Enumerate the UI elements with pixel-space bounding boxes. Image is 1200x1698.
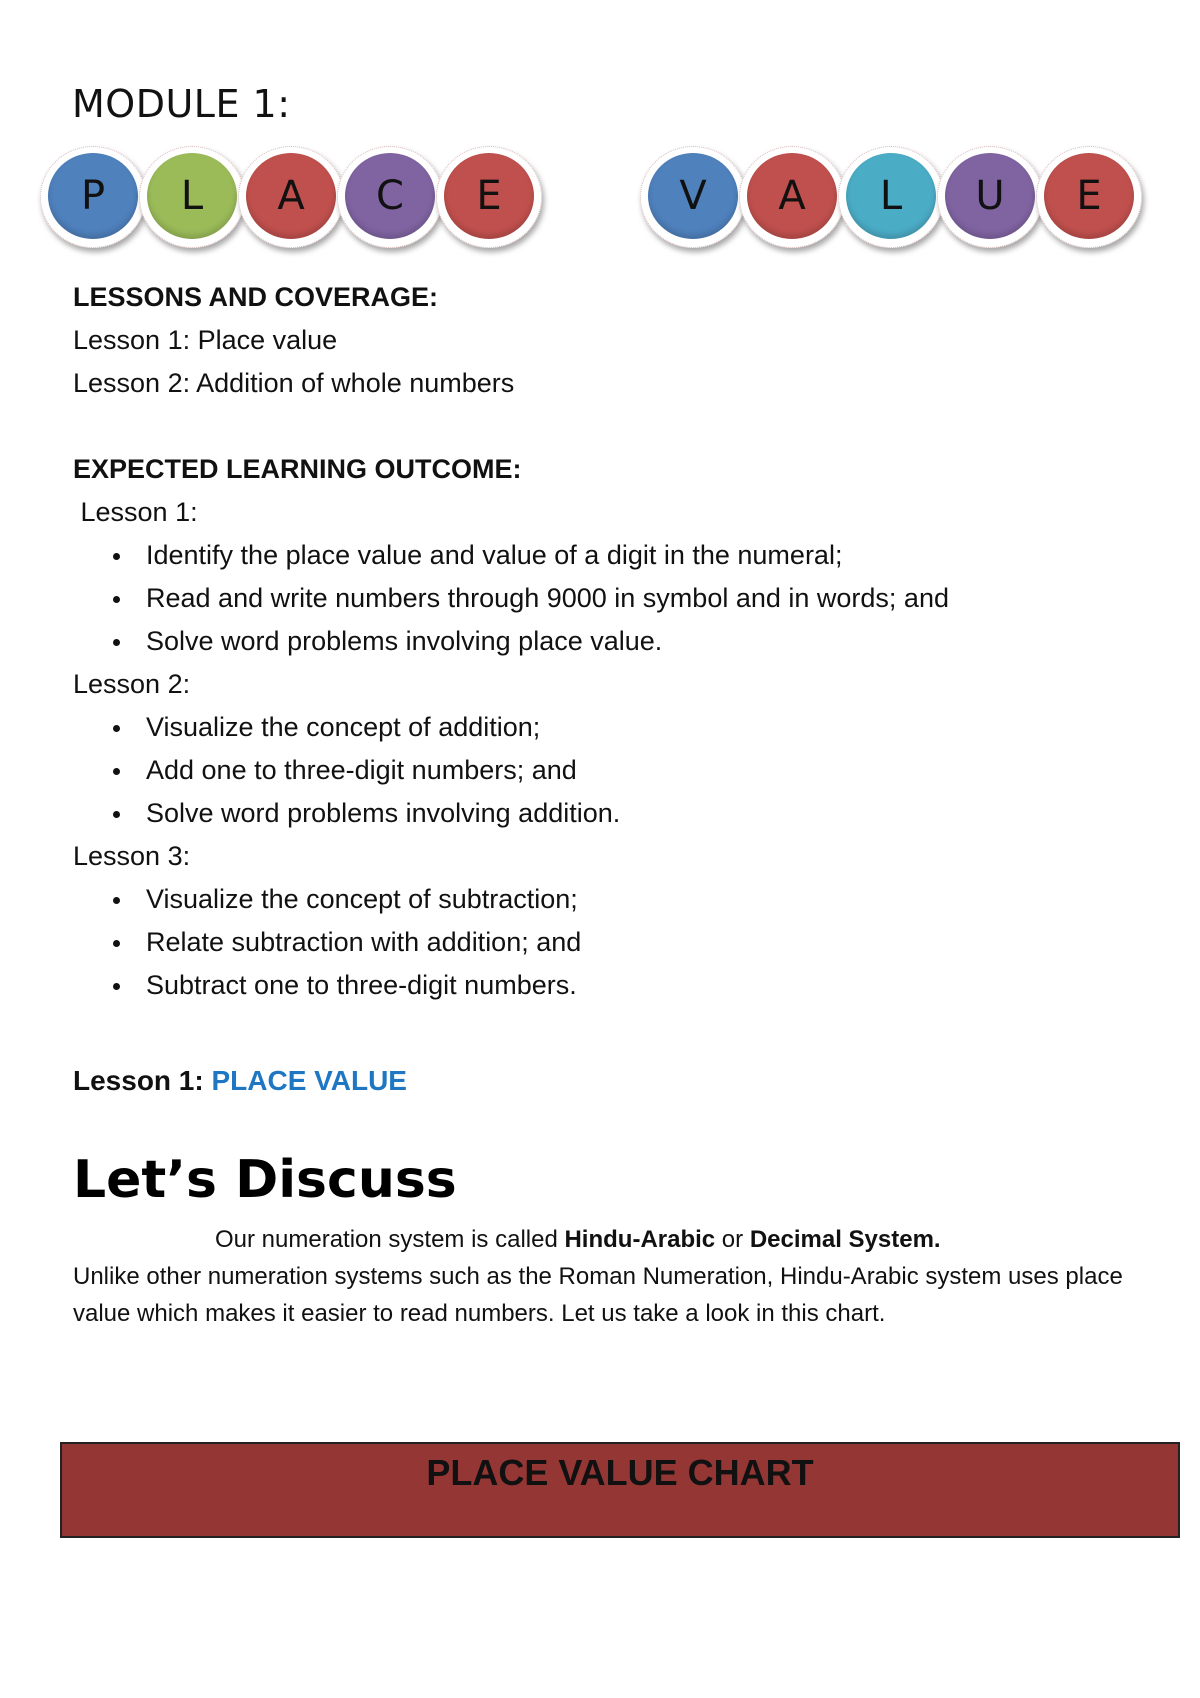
lesson-title-prefix: Lesson 1: [73,1065,204,1096]
value-letter-tile [739,146,845,248]
place-letter: E [444,153,534,239]
outcome-section [73,448,949,1007]
list-item: Visualize the concept of subtraction; [73,878,949,921]
coverage-heading: LESSONS AND COVERAGE: [73,282,439,312]
list-item: Identify the place value and value of a digit in the numeral; [73,534,949,577]
coverage-lesson-1: Lesson 1: Place value [73,325,338,355]
discuss-intro: Our numeration system is called [215,1226,565,1253]
outcome-lesson-3-label: Lesson 3: [73,841,191,871]
outcome-lesson-1-list [73,534,949,663]
list-item: Visualize the concept of addition; [73,706,949,749]
value-word-banner [640,140,1195,255]
place-letter: A [246,153,336,239]
place-letter: P [48,153,138,239]
coverage-section [73,276,514,405]
discuss-connector: or [715,1226,750,1253]
place-word-banner [40,140,600,255]
place-letter-tile [436,146,542,248]
coverage-lesson-2: Lesson 2: Addition of whole numbers [73,368,515,398]
discuss-term-decimal: Decimal System. [749,1226,941,1253]
discuss-term-hindu-arabic: Hindu-Arabic [564,1226,716,1253]
list-item: Subtract one to three-digit numbers. [73,964,949,1007]
discuss-paragraph [73,1221,1133,1332]
place-letter: C [345,153,435,239]
value-letter-tile [838,146,944,248]
value-letter: L [846,153,936,239]
place-letter-tile [40,146,146,248]
value-letter: V [648,153,738,239]
value-letter-tile [937,146,1043,248]
place-value-chart-box [60,1442,1180,1538]
lesson-title [73,1065,407,1097]
list-item: Solve word problems involving place value. [73,620,949,663]
list-item: Read and write numbers through 9000 in symbol and in words; and [73,577,949,620]
value-letter-tile [640,146,746,248]
list-item: Relate subtraction with addition; and [73,921,949,964]
outcome-heading: EXPECTED LEARNING OUTCOME: [73,454,522,484]
module-title: MODULE 1: [72,82,291,126]
list-item: Solve word problems involving addition. [73,792,949,835]
value-letter: E [1044,153,1134,239]
value-letter: U [945,153,1035,239]
value-letter-tile [1036,146,1142,248]
lesson-title-topic: PLACE VALUE [211,1065,407,1096]
place-letter: L [147,153,237,239]
place-letter-tile [337,146,443,248]
chart-box-title: PLACE VALUE CHART [426,1452,814,1493]
outcome-lesson-2-label: Lesson 2: [73,669,191,699]
outcome-lesson-2-list [73,706,949,835]
outcome-lesson-3-list [73,878,949,1007]
value-letter: A [747,153,837,239]
outcome-lesson-1-label: Lesson 1: [73,497,198,527]
list-item: Add one to three-digit numbers; and [73,749,949,792]
place-letter-tile [139,146,245,248]
discuss-heading: Let’s Discuss [73,1150,457,1210]
place-letter-tile [238,146,344,248]
discuss-body: Unlike other numeration systems such as the Roman Numeration, Hindu-Arabic system uses place value which makes it easier to read numbers. Let us take a look in this chart. [73,1263,1123,1327]
